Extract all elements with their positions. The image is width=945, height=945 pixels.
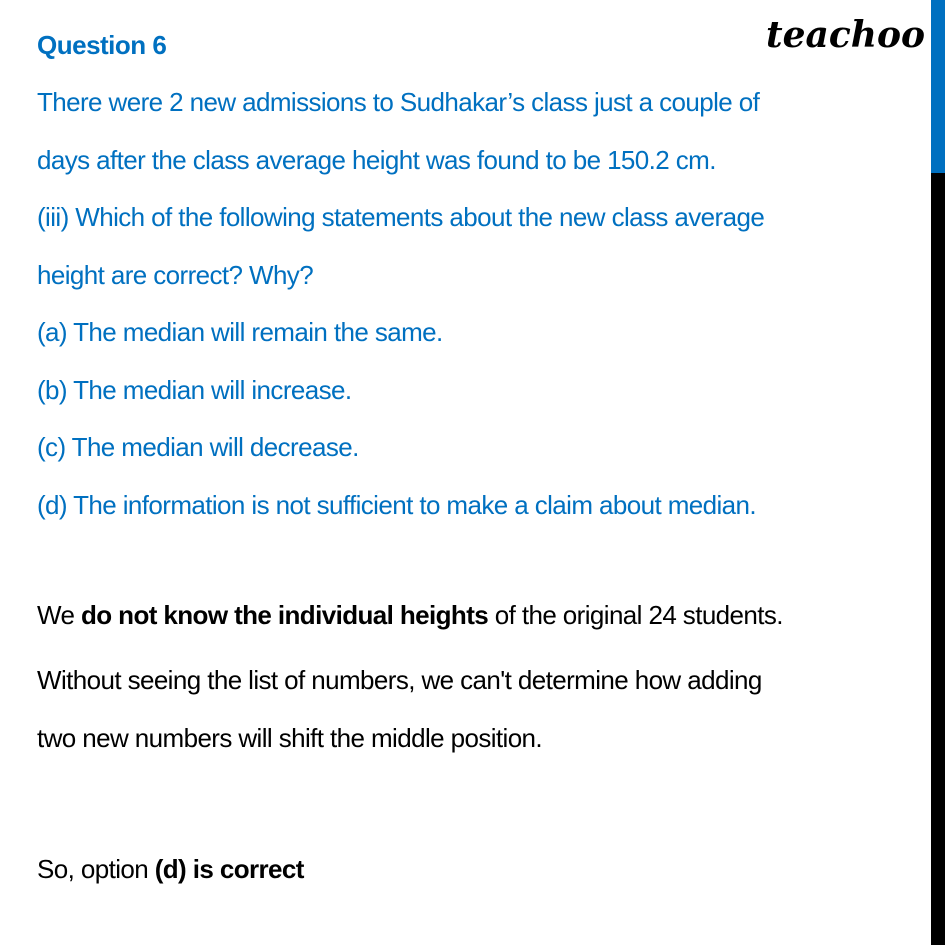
question-line-3: (iii) Which of the following statements about the new class average [37, 202, 765, 232]
option-b: (b) The median will increase. [37, 375, 352, 405]
right-edge-black-bar [931, 173, 945, 945]
answer-line-1 [37, 600, 783, 631]
option-a: (a) The median will remain the same. [37, 317, 443, 347]
answer-line-3: two new numbers will shift the middle position. [37, 723, 543, 753]
answer-line-1-bold: do not know the individual heights [80, 600, 489, 630]
question-line-1: There were 2 new admissions to Sudhakar’s class just a couple of [37, 87, 760, 117]
question-title: Question 6 [37, 30, 167, 60]
question-line-4: height are correct? Why? [37, 260, 314, 290]
option-d: (d) The information is not sufficient to make a claim about median. [37, 490, 756, 520]
answer-line-1-post: of the original 24 students. [488, 600, 783, 630]
conclusion-pre: So, option [37, 854, 155, 884]
question-line-2: days after the class average height was found to be 150.2 cm. [37, 145, 716, 175]
option-c: (c) The median will decrease. [37, 432, 359, 462]
conclusion-line [37, 854, 304, 885]
teachoo-logo: teachoo [766, 14, 925, 56]
answer-line-1-pre: We [37, 600, 81, 630]
answer-line-2: Without seeing the list of numbers, we can't determine how adding [37, 665, 762, 695]
right-edge-blue-bar [931, 0, 945, 173]
conclusion-bold: (d) is correct [154, 854, 304, 884]
